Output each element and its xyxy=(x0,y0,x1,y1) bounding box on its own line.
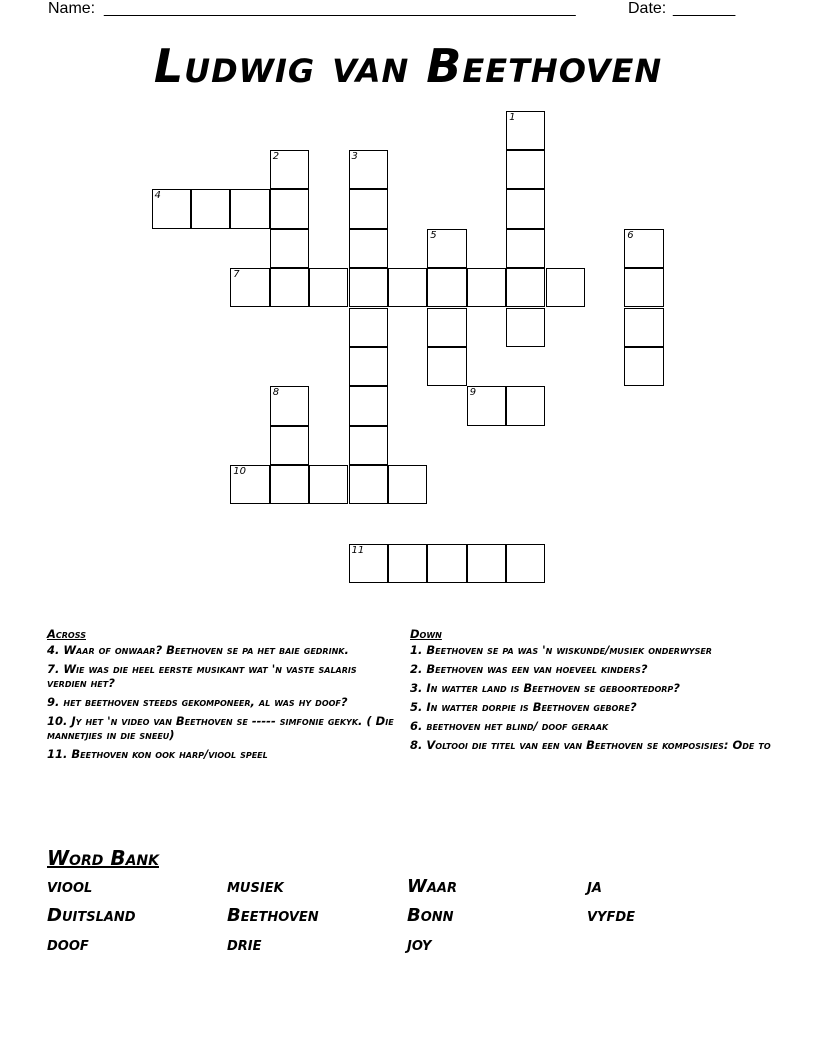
across-clue: 9. het beethoven steeds gekomponeer, al was hy doof? xyxy=(47,695,348,709)
across-clue: 11. Beethoven kon ook harp/viool speel xyxy=(47,747,268,761)
crossword-cell[interactable] xyxy=(506,229,545,268)
word-bank-item: doof xyxy=(47,934,89,955)
word-bank-item: drie xyxy=(227,934,262,955)
crossword-cell[interactable] xyxy=(388,465,427,504)
crossword-cell[interactable] xyxy=(309,268,348,307)
crossword-cell[interactable] xyxy=(427,347,466,386)
crossword-cell[interactable] xyxy=(349,308,388,347)
name-label: Name: xyxy=(48,0,96,17)
crossword-cell[interactable] xyxy=(624,268,663,307)
page-title: Ludwig van Beethoven xyxy=(153,39,663,93)
crossword-cell[interactable] xyxy=(152,189,191,228)
crossword-cell[interactable] xyxy=(309,465,348,504)
crossword-cell[interactable] xyxy=(349,347,388,386)
clue-number: 10 xyxy=(233,466,247,478)
crossword-cell[interactable] xyxy=(230,465,269,504)
across-clue: 4. Waar of onwaar? Beethoven se pa het baie gedrink. xyxy=(47,643,349,657)
crossword-cell[interactable] xyxy=(506,111,545,150)
crossword-cell[interactable] xyxy=(506,268,545,307)
word-bank-item: Waar xyxy=(407,876,457,897)
across-clues xyxy=(47,627,397,766)
crossword-cell[interactable] xyxy=(427,268,466,307)
crossword-cell[interactable] xyxy=(624,347,663,386)
across-clue: 10. Jy het 'n video van Beethoven se ----- simfonie gekyk. ( Die mannetjies in die sneeu) xyxy=(47,714,394,742)
clue-number: 1 xyxy=(509,111,516,123)
crossword-cell[interactable] xyxy=(349,150,388,189)
crossword-cell[interactable] xyxy=(270,229,309,268)
word-bank-item: Bonn xyxy=(407,905,454,926)
down-clue: 6. beethoven het blind/ doof geraak xyxy=(410,719,609,733)
crossword-cell[interactable] xyxy=(270,465,309,504)
crossword-cell[interactable] xyxy=(230,189,269,228)
word-bank xyxy=(47,876,767,955)
down-clue: 2. Beethoven was een van hoeveel kinders? xyxy=(410,662,648,676)
down-clues xyxy=(410,627,780,757)
word-bank-item: viool xyxy=(47,876,93,897)
name-blank: _____________________________________________________ xyxy=(104,0,576,17)
crossword-cell[interactable] xyxy=(270,268,309,307)
crossword-cell[interactable] xyxy=(270,386,309,425)
crossword-cell[interactable] xyxy=(270,150,309,189)
crossword-cell[interactable] xyxy=(427,544,466,583)
down-clue: 5. In watter dorpie is Beethoven gebore? xyxy=(410,700,637,714)
across-clue: 7. Wie was die heel eerste musikant wat 'n vaste salaris verdien het? xyxy=(47,662,357,690)
clue-number: 7 xyxy=(233,269,240,281)
crossword-cell[interactable] xyxy=(506,386,545,425)
crossword-cell[interactable] xyxy=(624,229,663,268)
word-bank-title: Word Bank xyxy=(47,846,159,870)
word-bank-item: vyfde xyxy=(587,905,636,926)
across-heading: Across xyxy=(47,627,86,641)
word-bank-item: joy xyxy=(407,934,432,955)
word-bank-item: ja xyxy=(587,876,602,897)
crossword-cell[interactable] xyxy=(467,386,506,425)
crossword-cell[interactable] xyxy=(349,544,388,583)
crossword-cell[interactable] xyxy=(546,268,585,307)
crossword-cell[interactable] xyxy=(349,465,388,504)
word-bank-item: Beethoven xyxy=(227,905,319,926)
clue-number: 5 xyxy=(430,229,437,241)
clue-number: 9 xyxy=(469,387,477,399)
down-clue: 1. Beethoven se pa was 'n wiskunde/musiek onderwyser xyxy=(410,643,712,657)
crossword-cell[interactable] xyxy=(349,189,388,228)
crossword-cell[interactable] xyxy=(624,308,663,347)
date-label: Date: xyxy=(628,0,667,17)
down-heading: Down xyxy=(410,627,442,641)
crossword-cell[interactable] xyxy=(506,544,545,583)
crossword-cell[interactable] xyxy=(388,544,427,583)
crossword-cell[interactable] xyxy=(230,268,269,307)
clue-number: 8 xyxy=(272,387,280,399)
crossword-cell[interactable] xyxy=(191,189,230,228)
clue-number: 3 xyxy=(351,150,358,162)
crossword-cell[interactable] xyxy=(467,544,506,583)
crossword-cell[interactable] xyxy=(349,229,388,268)
crossword-cell[interactable] xyxy=(349,426,388,465)
word-bank-item: musiek xyxy=(227,876,284,897)
crossword-cell[interactable] xyxy=(506,308,545,347)
crossword-cell[interactable] xyxy=(506,189,545,228)
crossword-cell[interactable] xyxy=(427,229,466,268)
crossword-cell[interactable] xyxy=(467,268,506,307)
crossword-cell[interactable] xyxy=(388,268,427,307)
clue-number: 11 xyxy=(351,544,365,556)
crossword-cell[interactable] xyxy=(270,426,309,465)
down-clue: 8. Voltooi die titel van een van Beethoven se komposisies: Ode to xyxy=(410,738,771,752)
clue-number: 4 xyxy=(154,190,161,202)
crossword-cell[interactable] xyxy=(270,189,309,228)
date-blank: _______ xyxy=(673,0,736,17)
crossword-cell[interactable] xyxy=(427,308,466,347)
word-bank-item: Duitsland xyxy=(47,905,136,926)
crossword-cell[interactable] xyxy=(506,150,545,189)
crossword-cell[interactable] xyxy=(349,268,388,307)
clue-number: 2 xyxy=(272,150,280,162)
crossword-cell[interactable] xyxy=(349,386,388,425)
clue-number: 6 xyxy=(627,229,634,241)
down-clue: 3. In watter land is Beethoven se geboortedorp? xyxy=(410,681,680,695)
